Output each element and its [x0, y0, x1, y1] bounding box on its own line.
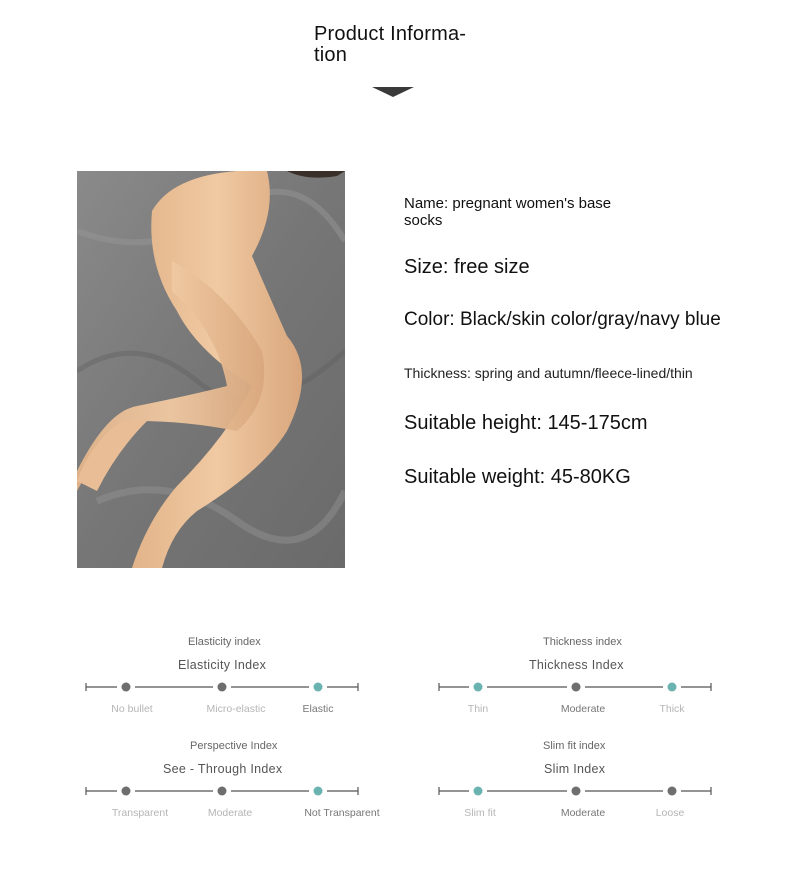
index-track — [85, 784, 360, 800]
scale-option-label: Micro-elastic — [206, 703, 266, 715]
thickness-scale — [438, 636, 728, 721]
product-weight: Suitable weight: 45-80KG — [404, 466, 631, 488]
scale-dot — [668, 683, 677, 692]
scale-dot — [474, 787, 483, 796]
elasticity-scale — [85, 636, 375, 721]
scale-option-label: Transparent — [111, 807, 169, 819]
product-size: Size: free size — [404, 256, 530, 278]
index-track — [438, 784, 713, 800]
index-title: Thickness Index — [529, 658, 624, 672]
scale-option-label: Moderate — [560, 807, 606, 819]
scale-dot — [218, 787, 227, 796]
tights-photo-illustration — [77, 171, 345, 568]
scale-option-label: Elastic — [302, 703, 334, 715]
scale-dot — [218, 683, 227, 692]
index-caption: Slim fit index — [543, 740, 606, 752]
index-caption: Thickness index — [543, 636, 622, 648]
index-title: Slim Index — [544, 762, 606, 776]
scale-option-label: Thin — [467, 703, 489, 715]
product-photo — [77, 171, 345, 568]
scale-option-label: Slim fit — [464, 807, 496, 819]
see-through-scale — [85, 740, 395, 825]
scale-option-label: Thick — [659, 703, 685, 715]
index-title: Elasticity Index — [178, 658, 267, 672]
index-caption: Elasticity index — [188, 636, 261, 648]
scale-option-label: Loose — [655, 807, 685, 819]
scale-dot — [474, 683, 483, 692]
scale-dot — [572, 787, 581, 796]
scale-dot — [314, 683, 323, 692]
index-caption: Perspective Index — [190, 740, 278, 752]
slim-fit-scale — [438, 740, 728, 825]
scale-option-label: Moderate — [560, 703, 606, 715]
index-title: See - Through Index — [163, 762, 283, 776]
scale-dot — [668, 787, 677, 796]
scale-dot — [122, 683, 131, 692]
scale-option-label: No bullet — [111, 703, 153, 715]
scale-dot — [572, 683, 581, 692]
index-track — [438, 680, 713, 696]
product-thickness: Thickness: spring and autumn/fleece-lined/thin — [404, 365, 693, 381]
scale-option-label: Not Transparent — [304, 807, 380, 819]
scale-dot — [122, 787, 131, 796]
scale-dot — [314, 787, 323, 796]
title-arrow-icon — [372, 87, 414, 97]
scale-option-label: Moderate — [207, 807, 253, 819]
index-track — [85, 680, 360, 696]
product-name: Name: pregnant women's base socks — [404, 195, 612, 229]
section-title: Product Informa- tion — [314, 23, 467, 66]
product-color: Color: Black/skin color/gray/navy blue — [404, 309, 721, 330]
product-height: Suitable height: 145-175cm — [404, 412, 648, 434]
